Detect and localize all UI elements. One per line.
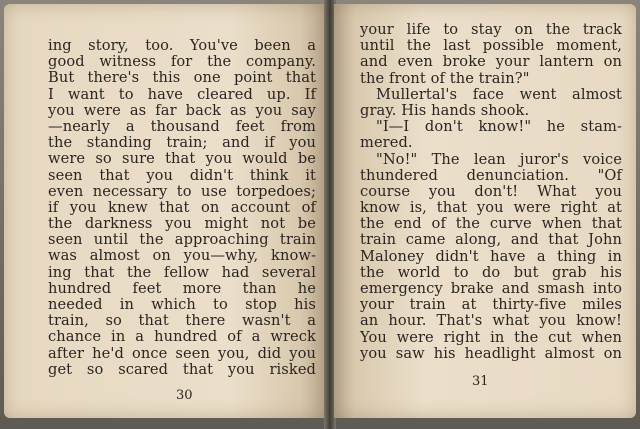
text-line: good witness for the company.: [48, 53, 316, 71]
text-line: needed in which to stop his: [48, 296, 316, 313]
text-line: seen until the approaching train: [48, 231, 316, 249]
text-line: you saw his headlight almost on: [360, 344, 622, 362]
text-line: your life to stay on the track: [360, 21, 622, 38]
text-line: thundered denunciation. "Of: [360, 166, 622, 184]
text-line: the darkness you might not be: [48, 215, 316, 233]
text-line: hundred feet more than he: [48, 279, 316, 297]
text-line: But there's this one point that: [48, 69, 316, 87]
text-line: after he'd once seen you, did you: [48, 344, 316, 362]
text-line: emergency brake and smash into: [360, 280, 622, 297]
text-line: ing that the fellow had several: [48, 263, 316, 281]
text-line: —nearly a thousand feet from: [48, 117, 316, 135]
text-line: ing story, too. You've been a: [48, 37, 316, 54]
left-page-number: 30: [176, 388, 193, 403]
left-page-text: [48, 38, 316, 378]
text-line: chance in a hundred of a wreck: [48, 328, 316, 346]
text-line: you were as far back as you say: [48, 101, 316, 119]
text-line: the end of the curve when that: [360, 215, 622, 233]
text-line: and even broke your lantern on: [360, 53, 622, 71]
text-line: gray. His hands shook.: [360, 101, 530, 119]
text-line: get so scared that you risked: [48, 360, 316, 378]
text-line: the world to do but grab his: [360, 263, 622, 281]
text-line: until the last possible moment,: [360, 37, 622, 55]
text-line: You were right in the cut when: [360, 328, 622, 346]
text-line: the standing train; and if you: [48, 134, 316, 152]
text-line: your train at thirty-five miles: [360, 296, 622, 314]
text-line: train came along, and that John: [360, 231, 622, 249]
text-line: Mullertal's face went almost: [376, 85, 622, 103]
text-line: "I—I don't know!" he stam-: [376, 118, 622, 136]
text-line: mered.: [360, 134, 413, 152]
text-line: if you knew that on account of: [48, 198, 316, 216]
text-line: course you don't! What you: [360, 182, 622, 200]
right-page-number: 31: [472, 374, 489, 389]
text-line: "No!" The lean juror's voice: [376, 150, 622, 168]
text-line: the front of the train?": [360, 69, 530, 87]
text-line: I want to have cleared up. If: [48, 85, 316, 103]
left-page: [4, 4, 326, 418]
text-line: an hour. That's what you know!: [360, 312, 622, 330]
right-page-text: [360, 22, 622, 362]
text-line: was almost on you—why, know-: [48, 247, 316, 265]
text-line: even necessary to use torpedoes;: [48, 182, 316, 200]
text-line: know is, that you were right at: [360, 199, 622, 217]
text-line: were so sure that you would be: [48, 150, 316, 168]
text-line: train, so that there wasn't a: [48, 312, 316, 330]
text-line: seen that you didn't think it: [48, 166, 316, 184]
text-line: Maloney didn't have a thing in: [360, 247, 622, 265]
right-page: [334, 4, 636, 418]
